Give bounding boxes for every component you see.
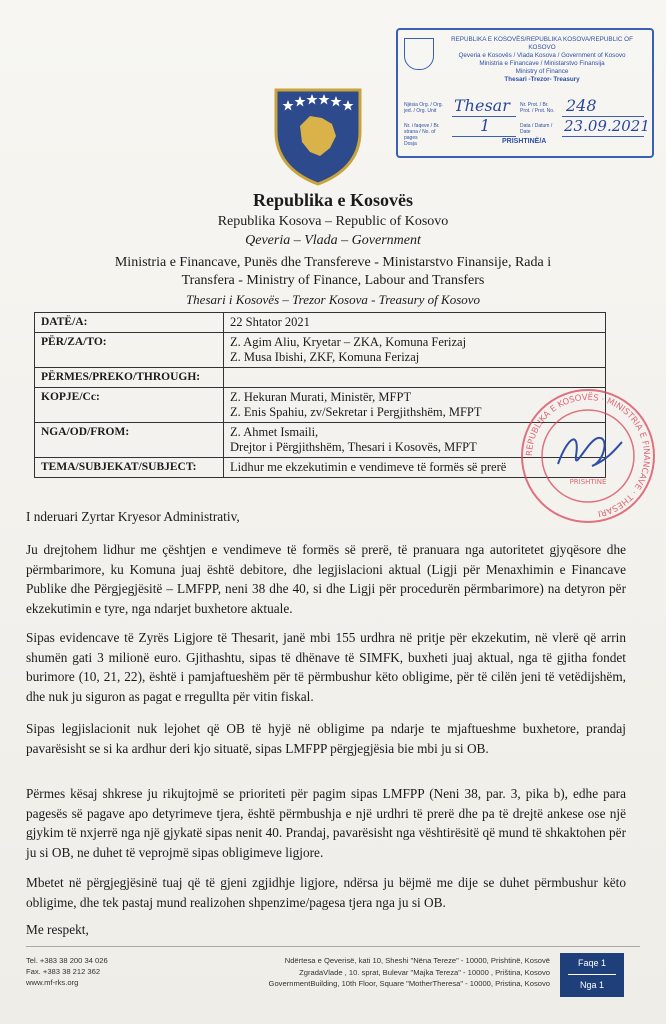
meta-label-to: PËR/ZA/TO:: [35, 333, 224, 368]
meta-label-through: PËRMES/PREKO/THROUGH:: [35, 368, 224, 388]
stamp-date-label: Data / Datum / Date: [520, 123, 553, 135]
meta-value-subject: Lidhur me ekzekutimin e vendimeve të formës së prerë: [224, 458, 606, 478]
meta-value-to: Z. Agim Aliu, Kryetar – ZKA, Komuna Ferizaj Z. Musa Ibishi, ZKF, Komuna Ferizaj: [224, 333, 606, 368]
footer-web: www.mf-rks.org: [26, 978, 79, 987]
header-subtitle: Republika Kosova – Republic of Kosovo: [217, 214, 449, 229]
meta-label-from: NGA/OD/FROM:: [35, 423, 224, 458]
stamp-date-value: 23.09.2021: [564, 117, 650, 135]
page-number: Faqe 1: [577, 958, 607, 968]
stamp-pages-label: Nr. i faqeve / Br. strana / No. of pages: [404, 123, 440, 141]
svg-text:REPUBLIKA E KOSOVËS · MINISTRI: REPUBLIKA E KOSOVËS · MINISTRIA E FINANCAVE · THESARI: [524, 392, 652, 519]
paragraph-2: Sipas evidencave të Zyrës Ligjore të Thesarit, janë mbi 155 urdhra në pritje për ekzekutim, në vlerë që arrin shumën gati 3 milionë euro. Gjithashtu, sipas të dhënave të SIMFK, buxheti juaj aktual, nga të gjitha fondet burimore (10, 21, 22), është i pamjaftueshëm për të përmbushur këto obligime, për të cilën jeni të vetëdijshëm, dhe nuk ju siguron as pagat e rregullta për vitin fiskal.: [26, 630, 626, 704]
paragraph-4: Përmes kësaj shkrese ju rikujtojmë se prioriteti për pagim sipas LMFPP (Neni 38, par. 3, pika b), edhe para pagesës së pagave apo detyrimeve tjera, është përmbushja e një urdhri të prerë dhe pa të drejtë ankese ose një gjykim të nxjerrë nga një gjykatë sipas nenit 40. Prandaj, pavarësisht nga vështirësitë që mund të shkaktohen për ju si OB, ne duhet të veprojmë sipas obligimeve ligjore.: [26, 786, 626, 860]
header-treasury: Thesari i Kosovës – Trezor Kosova - Treasury of Kosovo: [185, 292, 481, 307]
header-ministry: Ministria e Financave, Punës dhe Transfereve - Ministarstvo Finansije, Rada i Transfera - Ministry of Finance, Labour and Transfers: [114, 255, 552, 288]
meta-label-subject: TEMA/SUBJEKAT/SUBJECT:: [35, 458, 224, 478]
table-row: [35, 368, 606, 388]
table-row: [35, 333, 606, 368]
stamp-prot-label: Nr. Prot. / Br. Prot. / Prot. No.: [520, 102, 555, 114]
meta-value-from: Z. Ahmet Ismaili, Drejtor i Përgjithshëm, Thesari i Kosovës, MFPT: [224, 423, 606, 458]
meta-label-cc: KOPJE/Cc:: [35, 388, 224, 423]
signature: [558, 438, 622, 466]
meta-value-through: [224, 368, 606, 388]
header-government: Qeveria – Vlada – Government: [245, 233, 421, 248]
stamp-header: REPUBLIKA E KOSOVËS/REPUBLIKA KOSOVA/REPUBLIC OF KOSOVO Qeveria e Kosovës / Vlada Kosova / Government of Kosovo Ministria e Financave / Ministarstvo Finansija Ministry of Finance Thesari -Trezor- Treasury: [451, 36, 633, 83]
footer-address: Ndërtesa e Qeverisë, kati 10, Sheshi "Nëna Tereze" - 10000, Prishtinë, Kosovë ZgradaVlade , 10. sprat, Bulevar "Majka Tereza" - 10000 , Priština, Kosovo GovernmentBuilding, 10th Floor, Square "MotherTheresa" - 10000, Pristina, Kosovo: [268, 956, 550, 988]
footer-fax: Fax. +383 38 212 362: [26, 967, 101, 976]
header-title: Republika e Kosovës: [252, 190, 414, 210]
stamp-prot-value: 248: [566, 96, 597, 115]
meta-value-cc: Z. Hekuran Murati, Ministër, MFPT Z. Enis Spahiu, zv/Sekretar i Pergjithshëm, MFPT: [224, 388, 606, 423]
meta-value-date: 22 Shtator 2021: [224, 313, 606, 333]
salutation: I nderuari Zyrtar Kryesor Administrativ,: [26, 509, 240, 524]
stamp-org-value: Thesar: [454, 96, 510, 115]
kosovo-emblem-icon: [404, 38, 434, 70]
official-seal-stamp: [518, 386, 658, 526]
meta-label-date: DATË/A:: [35, 313, 224, 333]
svg-text:PRISHTINË: PRISHTINË: [569, 478, 607, 486]
paragraph-5: Mbetet në përgjegjësinë tuaj që të gjeni zgjidhje ligjore, ndërsa ju bëjmë me dije se duhet përmbushur këto obligime, dhe tek pastaj mund realizohen shpenzime/pagesa tjera nga ju si OB.: [26, 875, 626, 910]
closing: Me respekt,: [26, 922, 89, 937]
stamp-org-label: Njësia Org. / Org. jed. / Org. Unit: [404, 102, 443, 114]
stamp-file-label: Dosja: [404, 141, 417, 147]
paragraph-1: Ju drejtohem lidhur me çështjen e vendimeve të formës së prerë, të pranuara nga autoritetet gjyqësore dhe përmbarimore, ku Komuna juaj është debitore, dhe legjislacioni aktual (Ligji për Menaxhimin e Financave Publike dhe Përgjegjësitë – LMFPP, neni 38 dhe 40, si dhe Ligji për procedurën përmbarimore) na detyron për ekzekutimin e tyre, nga ndarjet buxhetore aktuale.: [26, 542, 626, 616]
registry-stamp: [396, 28, 654, 158]
coat-of-arms-icon: [270, 86, 366, 186]
footer-tel: Tel. +383 38 200 34 026: [26, 956, 108, 965]
page-number-box: [560, 953, 624, 997]
paragraph-3: Sipas legjislacionit nuk lejohet që OB të hyjë në obligime pa ndarje te mjaftueshme buxhetore, prandaj pavarësisht se si ka ardhur deri kjo situatë, sipas LMFPP përgjegjësia bie mbi ju si OB.: [26, 721, 626, 756]
page-footer: [26, 946, 640, 1005]
stamp-pages-value: 1: [480, 116, 491, 135]
footer-contacts: [26, 955, 108, 988]
table-row: [35, 313, 606, 333]
page-total: Nga 1: [579, 980, 605, 990]
stamp-city: PRISHTINË/A: [502, 138, 547, 145]
